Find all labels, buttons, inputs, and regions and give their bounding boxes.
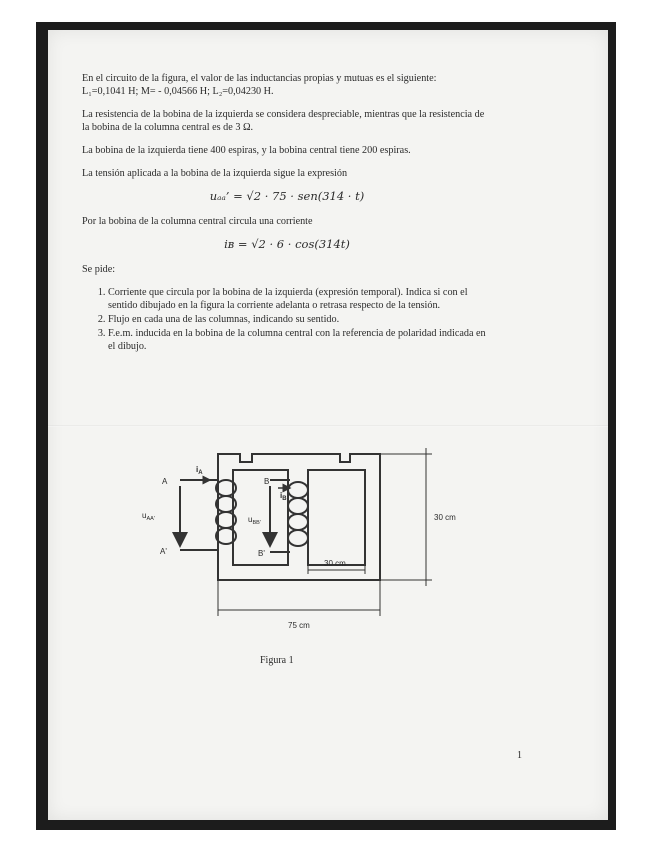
current-formula: iʙ = √2 · 6 · cos(314t) (224, 237, 350, 251)
inductances-line1: En el circuito de la figura, el valor de las inductancias propias y mutuas es el siguiente: (82, 73, 437, 84)
label-Bprime: B' (258, 549, 265, 558)
paragraph-voltage-intro: La tensión aplicada a la bobina de la izquierda sigue la expresión (82, 168, 348, 179)
label-Aprime: A' (160, 547, 167, 556)
magnetic-circuit-figure (140, 440, 480, 655)
core-right-window (308, 470, 365, 565)
dim-inner-width: 30 cm (324, 559, 346, 568)
page-number: 1 (517, 750, 522, 761)
paragraph-resistance: La resistencia de la bobina de la izquierda se considera despreciable, mientras que la resistencia de la bobina de la columna central es de 3 Ω. (82, 109, 485, 133)
dimension-lines (218, 448, 432, 616)
label-uAA: $u_{AA'}$ (142, 511, 155, 522)
question-item: 3. F.e.m. inducida en la bobina de la columna central con la referencia de polaridad indicada en el dibujo. (108, 327, 492, 353)
left-coil (180, 480, 236, 550)
dim-total-width: 75 cm (288, 621, 310, 630)
paragraph-se-pide: Se pide: (82, 264, 116, 275)
paragraph-inductances (82, 72, 492, 98)
label-B: B (264, 477, 270, 486)
figure-caption: Figura 1 (260, 655, 294, 666)
dim-height: 30 cm (434, 513, 456, 522)
paragraph-current-intro: Por la bobina de la columna central circula una corriente (82, 216, 313, 227)
label-uBB: $u_{BB'}$ (248, 515, 261, 526)
label-iB: $i_B$ (280, 491, 287, 502)
inductances-line2: L₁=0,1041 H; M= - 0,04566 H; L₂=0,04230 H. (82, 86, 274, 97)
paragraph-turns: La bobina de la izquierda tiene 400 espiras, y la bobina central tiene 200 espiras. (82, 145, 411, 156)
question-item: 1. Corriente que circula por la bobina de la izquierda (expresión temporal). Indica si con el sentido dibujado en la figura la corriente adelanta o retrasa respecto de la tensión. (108, 286, 492, 312)
questions-list (82, 286, 492, 353)
voltage-formula: uₐₐ’ = √2 · 75 · sen(314 · t) (209, 189, 365, 203)
problem-statement (82, 72, 492, 354)
label-iA: $i_A$ (196, 465, 203, 476)
paper-fold (48, 425, 608, 427)
label-A: A (162, 477, 168, 486)
question-item: 2. Flujo en cada una de las columnas, indicando su sentido. (108, 313, 492, 326)
core-outer-outline (218, 454, 380, 580)
